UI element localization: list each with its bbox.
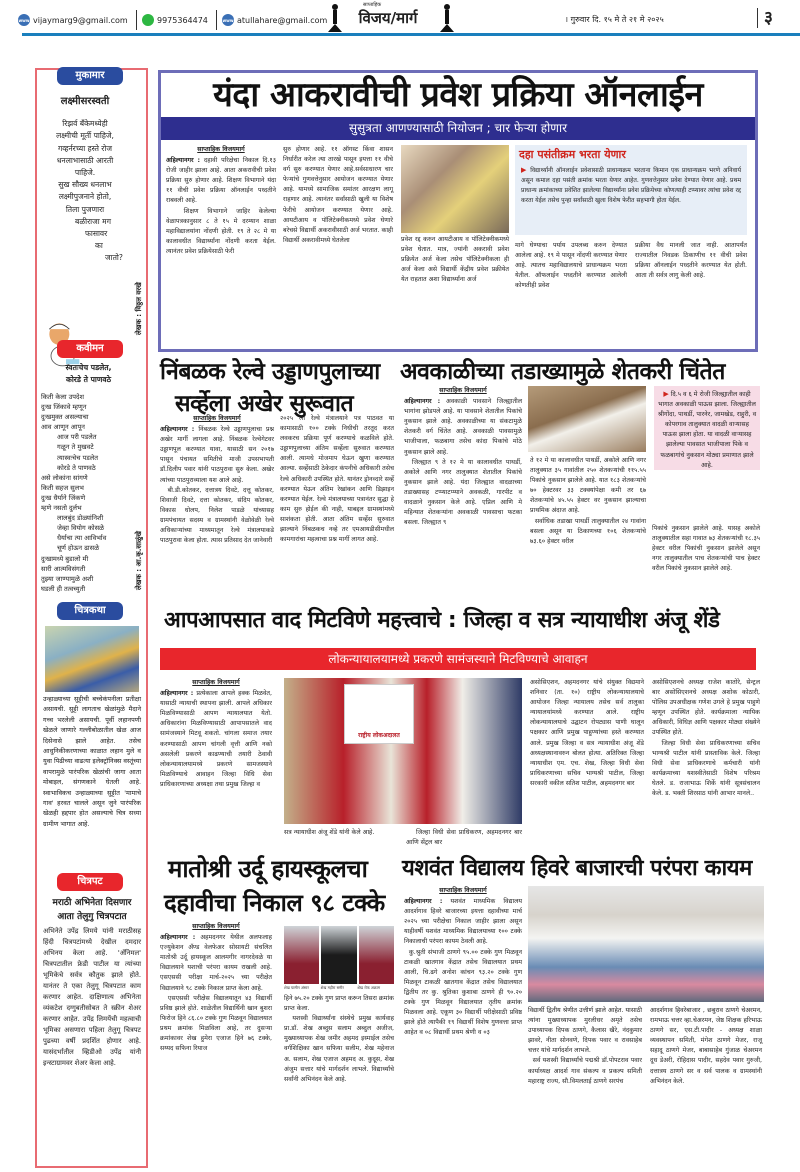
- poem2-title: [41, 362, 136, 386]
- box-text: विद्यार्थ्यांनी ऑनलाईन प्रवेशासाठी प्राधान्यक्रम भरताना किमान एक प्राधान्यक्रम भरणे अनिवार्य असून कमाल दहा पसंती क्रमांक भरता येणार आहेत. गुणवत्तेनुसार प्रवेश देण्यात येणार आहे. प्रथम प्राधान्य क्रमांकाच्या प्रवेशित झालेल्या विद्यार्थ्यांना प्रवेश प्रक्रियेच्या कोणत्याही टप्प्यावर त्यांचा प्रवेश रद्द करता येईल तसेच पुन्हा सर्वांसाठी खुला विशेष फेरीत सहभागी होता येईल.: [521, 167, 742, 204]
- article-text: जिल्हा विधी सेवा प्राधिकरण, अहमदनगर बार आणि सेंट्रल बार: [406, 829, 522, 847]
- poem-line: पाहिजे.: [74, 168, 96, 178]
- headline: यंदा आकरावीची प्रवेश प्रक्रिया ऑनलाईन: [213, 75, 703, 115]
- article-text: हिने ७५.२० टक्के गुण प्राप्त करून तिसरा क्रमांक प्राप्त केला.: [284, 995, 394, 1013]
- article-text: असोसिएशनचे अध्यक्ष राजेश कातोरे, सेन्ट्रल बार असोसिएशनचे अध्यक्ष अशोक कोठारी, पोलिस उपअधीक्षक गणेश उगले हे प्रमुख पाहुणे म्हणून उपस्थित होते. कार्यक्रमाला न्यायिक अधिकारी, विधिज्ञ आणि पक्षकार मोठ्या संख्येने उपस्थित होते.: [652, 679, 760, 737]
- article-text: एसएससी परीक्षेस विद्यालयातून ४३ विद्यार्थी प्रविष्ठ झाले होते. शाळेतील विद्यार्थिनी खान बुशरा फिरोज हिने ८६.८० टक्के गुण मिळवून विद्यालयात प्रथम क्रमांक मिळविला आहे, तर दुसऱ्या क्रमांकावर शेख हुमेरा एजाज हिने ७६ टक्के, सय्यद सफिना रियाज: [160, 994, 272, 1053]
- dateline: अहिल्यानगर :: [404, 898, 443, 906]
- article-text: शिक्षण विभागाने जाहिर केलेल्या वेळापत्रकानुसार ८ ते १५ मे दरम्यान शाळा महाविद्यालयांना नोंदणी होती. १९ ते २८ मे या कालावधीत विद्यार्थ्यांना नोंदणी करता येईल. त्यानंतर प्रवेश प्रक्रियेसाठी फेरी: [166, 207, 276, 255]
- byline: साप्ताहिक विजयमार्ग: [192, 923, 240, 930]
- byline: साप्ताहिक विजयमार्ग: [193, 415, 241, 422]
- poem2-body: [41, 392, 129, 594]
- email-contact: [18, 14, 128, 26]
- section-label-mukamar: मुकामार: [57, 67, 123, 85]
- student-photo: [284, 926, 319, 984]
- dateline: अहिल्यानगर :: [404, 398, 441, 406]
- article-text: सुरु होणार आहे. ११ ऑगस्ट किंवा शासन निर्धारीत करेल त्या तारखे पासून इयत्ता ११ वीचे वर्ग सुरु करण्यात येणार आहे.सर्वसाधारण चार फेऱ्यांचे गुणवत्तेनुसार आयोजन करण्यात येणार आहे. यामध्ये सामाजिक समांतर आरक्षण लागू राहणार आहे. त्यानंतर सर्वांसाठी खुली या विशेष फेरीचे आयोजन करण्यात येणार आहे. आयटीआय व पॉलिटेक्नीकमध्ये प्रवेश घेणारे बरेचसे विद्यार्थी अकरावीसाठी अर्ज भरतात. काही विद्यार्थी अकरावीमध्ये घेतलेला: [283, 146, 393, 244]
- masthead: [0, 0, 800, 64]
- poem-line: आज परी पडलेत: [57, 433, 97, 442]
- poem-line: लक्ष्मीची मूर्ती पाहिजे,: [56, 131, 114, 141]
- poem-line: असे लोकांना सांगणे: [41, 473, 88, 482]
- film-title: [39, 896, 145, 924]
- whatsapp-icon: [142, 14, 154, 26]
- subheadline: लोकन्यायालयामध्ये प्रकरणे सामंजस्याने मिटविण्याचे आवाहन: [160, 648, 756, 670]
- film-title-line: आता तेलुगु चित्रपटात: [57, 912, 127, 922]
- section-label-chitrapat: चित्रपट: [57, 873, 123, 891]
- article-text: विद्यार्थी द्वितीय श्रेणीत उत्तीर्ण झाले आहेत. यासाठी त्यांना मुख्याध्यापक मुरलीधर अमृते तसेच उपाध्यापक दिपक ठाणगे, कैलास खैरे, नंदकुमार झावरे, नीता सोनवणे, दिपक पवार व रावसाहेब चत्तर यांचे मार्गदर्शन लाभले.: [528, 1007, 642, 1055]
- byline: साप्ताहिक विजयमार्ग: [192, 679, 240, 686]
- poem-line: घडली ही तत्वच्युती: [41, 584, 86, 593]
- climber-icon: [328, 4, 342, 32]
- triangle-bullet-icon: ▶: [521, 166, 528, 174]
- phone-contact: [142, 14, 208, 26]
- poem-line: किती सहज सुलभ: [41, 483, 84, 492]
- poem-line: का: [95, 241, 103, 251]
- article-text: सर्व यशस्वी विद्यार्थ्यांचे पद्मश्री डॉ.पोपटराव पवार कार्याध्यक्ष आदर्श गाव संकल्प व प्रकल्प समिती महाराष्ट्र राज्य, सौ.विमलताई ठाणगे सरपंच: [528, 1057, 642, 1085]
- poem-line: तिला पुजणारा: [65, 204, 105, 214]
- poem-line: गव्हर्नरच्या हस्ते रोज: [57, 143, 113, 153]
- dateline: अहिल्यानगर :: [160, 690, 194, 698]
- poem-author: लेखक : विठ्ठल वरखे: [135, 282, 143, 335]
- poem-line: दुःखामध्ये बुडालो मी: [41, 554, 89, 563]
- article-text: मागे घेण्याचा पर्याय उपलब्ध करुन देण्यात आलेला आहे. १९ मे पासून नोंदणी करण्यात येणार आहे. त्यातच महाविद्यालयाचे प्राधान्यक्रम भरता येतील. ऑफलाईन पध्दतीने करण्यात आलेली कोणतीही प्रवेश: [515, 242, 628, 290]
- poem-line: किती केला उपदेश: [41, 393, 85, 401]
- poem-line: फासावर: [85, 229, 108, 239]
- article-admission: [158, 70, 758, 352]
- poem2-title-line: स्वतःचेच पडलेत,: [65, 363, 112, 372]
- article-text: सत्र न्यायाधीश अंजू शेंडे यांनी केले आहे.: [284, 829, 375, 836]
- headline: यशवंत विद्यालय हिवरे बाजारची परंपरा कायम: [402, 856, 752, 881]
- poem2-author: लेखक : आ.कृ.साळुंखे: [135, 531, 143, 590]
- photo-caption: शेख रोफ अक्राम: [357, 985, 380, 990]
- headline: दहावीचा निकाल ९८ टक्के: [164, 889, 385, 917]
- student-photo: [321, 926, 356, 984]
- poem-line: जेव्हा वियोग कोसळे: [57, 524, 105, 533]
- byline: साप्ताहिक विजयमार्ग: [439, 387, 487, 394]
- poem-line: त्यास्वःचेच पडलेत: [57, 453, 98, 462]
- globe-icon: www: [18, 14, 30, 26]
- logo-title: विजय/मार्ग: [358, 9, 418, 27]
- headline: अवकाळीच्या तडाख्यामुळे शेतकरी चिंतेत: [400, 359, 725, 385]
- article-text: असोसिएशन, अहमदनगर यांचे संयुक्त विद्यमाने शनिवार (ता. १०) राष्ट्रीय लोकन्यायालयाचे आयोजन जिल्हा न्यायालय तसेच सर्व तालुका न्यायालयांमध्ये करण्यात आले. राष्ट्रीय लोकन्यायालयाचे उद्घाटन रोपट्यास पाणी घालून पक्षकार आणि प्रमुख पाहुण्यांच्या हस्ते करण्यात आले. प्रमुख जिल्हा व सत्र न्यायाधीश अंजू शेंडे अध्यक्षस्थानावरुन बोलत होत्या. अतिरिक्त जिल्हा न्यायाधीश एम. एच. शेख, जिल्हा विधी सेवा प्राधिकरणाच्या सचिव भाग्यश्री पाटील, जिल्हा सरकारी वकील सतिश पाटील, अहमदनगर बार: [530, 679, 644, 787]
- film-title-line: मराठी अभिनेता दिसणार: [52, 898, 132, 908]
- lok-adalat-event-photo: [284, 678, 522, 824]
- headline: आपआपसात वाद मिटविणे महत्त्वाचे : जिल्हा व सत्र न्यायाधीश अंजू शेंडे: [164, 608, 720, 633]
- poem-title: लक्ष्मीसरस्वती: [60, 96, 110, 107]
- article-text: ते १२ मे या कालावधीत पाथर्डी, अकोले आणि नगर तालुक्यात ३५ गावांतील २५० शेतकर्‍यांची ११५.५५ पिकांचे नुकसान झालेले आहे. यात १८३ शेतकर्‍यांचे ७० हेक्टरवर ३३ टक्क्यांपेक्षा कमी तर ६७ शेतकर्‍यांचे ४५.५५ हेक्टर वर नुकसान झाल्याचा प्राथमिक अंदाज आहे.: [530, 457, 646, 515]
- article-text: आदर्शगाव हिवरेबाजार , छबुराव ठाणगे चेअरमन, रामभाऊ चत्तर व्हा.चेअरमन, जेष्ठ शिक्षक हरिभाऊ ठाणगे सर, एस.टी.पादीर - अध्यक्ष शाळा व्यवस्थापन समिती, मंगेश ठाणगे मेजर, राजू सहादू ठाणगे मेजर, बाबासाहेब गुंजाळ चेअरमन दूध डेअरी, रोहिदास पादीर, सहदेव पवार गुरुजी, दत्तात्रय ठाणगे सर व सर्व पालक व ग्रामस्थांनी अभिनंदन केले.: [650, 1007, 762, 1085]
- article-text: प्रत्येकाला आपले हक्क मिळवेत, यासाठी न्यायाची स्थापना झाली. आपले अधिकार मिळविण्यासाठी आपण न्यायालयात येतो. अधिकारांना मिळविण्यासाठी आपापसातले वाद सामंजस्याने मिटवू शकतो. चांगला समाज तयार करण्यासाठी आपण चांगली वृत्ती आणि नको असलेली प्रकरणे काढण्याची तयारी ठेवावी लोकन्यायालयामध्ये प्रकरणे सामजस्याने मिळविण्याचे आवाहन जिल्हा विधि सेवा प्राधिकारणाच्या अध्यक्षा तथा प्रमुख जिल्हा व: [160, 690, 272, 788]
- children-playing-photo: [45, 626, 139, 692]
- poem-body: [41, 118, 129, 264]
- preferences-box: [515, 145, 747, 235]
- page-number: ३: [757, 8, 773, 28]
- dateline: अहिल्यानगर :: [160, 426, 195, 434]
- headline: सर्व्हेला अखेर सुरूवात: [175, 391, 354, 417]
- poem-line: लालबुंद डोळ्यांनिशी: [57, 514, 104, 523]
- poem-line: धैर्याचा त्या आविर्भाव: [57, 534, 107, 543]
- poem-line: तुझ्या जाण्यामुळे अशी: [41, 574, 94, 583]
- article-text: अवकाळी पावसाने जिल्ह्यातील भागांना झोडपले आहे. या पावसाने शेतातील पिकांचे नुकसान झाले आहे. अवकाळीच्या या संकटामुळे शेतकरी वर्ग चिंतेत आहे. अवकाळी पावसामुळे भाजीपाला, फळबागा तसेच कांदा पिकांचे मोठे नुकसान झाले आहे.: [404, 398, 522, 456]
- poem-line: कोरडे ते पाणवठे: [57, 463, 96, 472]
- article-text: निंबळक रेल्वे उड्डाणपुलाचा प्रश्न अखेर मार्गी लागला आहे. निंबळक रेल्वेगेटवर उड्डाणपूल करण्यात यावा, यासाठी सन २०१७ पासून पंचायत समितीचे माजी उपसभापती डॉ.दिलीप पवार यांनी पाठपुरावा सुरु केला. अखेर त्यांच्या पाठपुराव्याला यश आले आहे.: [160, 426, 274, 484]
- section-label-chitrakatha: चित्रकथा: [57, 602, 123, 620]
- header-rule: [22, 33, 800, 36]
- poem-line: बळीराजा मग: [75, 216, 111, 226]
- article-text: पिकांचे नुकसान झालेले आहे. यासह अकोले तालुक्यातील सहा गावात ७३ शेतकर्‍यांची १८.३५ हेक्टर वरील पिकांची नुकसान झालेले असून नगर तालुक्यातील पाच शेतकर्‍यांची पाच हेक्टर वरील पिकांचे नुकसान झालेले आहे.: [652, 525, 760, 573]
- divider: [216, 10, 217, 30]
- byline: साप्ताहिक विजयमार्ग: [197, 146, 245, 153]
- left-sidebar: [35, 68, 148, 1168]
- email-text: vijaymarg9@gmail.com: [33, 15, 128, 25]
- article-text: बी.डी.कोतकर, दत्तात्रय दिवटे, दत्तू कोतकर, शिवाजी दिवटे, दत्ता कोतकर, संदिप कोतकर, विकास धोलप, निलेश पाडळे यांच्यासह ग्रामपंचायत सदस्य व ग्रामस्थांनी वेळोवेळी रेल्वे अधिकार्‍यांच्या माध्यमातून रेल्वे मंत्रालयाकडे पाठपुरावा केला होता. त्यास प्रतिसाद देत जानेवारी: [160, 486, 274, 545]
- student-photo: [359, 926, 394, 984]
- climber-icon: [440, 4, 454, 32]
- weather-note-box: [654, 386, 760, 470]
- section-label-kavimann: कवीमन: [57, 340, 123, 358]
- email-contact-2: [222, 14, 327, 26]
- photo-caption: शेख महीरा समीर: [320, 985, 344, 990]
- subheadline: सुसुत्रता आणण्यासाठी नियोजन ; चार फेऱ्या होणार: [161, 117, 755, 140]
- email-text: atullahare@gmail.com: [237, 15, 328, 25]
- poem-lakshmisaraswati: [41, 96, 129, 265]
- article-text: जिल्हा विधी सेवा प्राधिकरणाच्या सचिव भाग्यश्री पाटील यांनी प्रास्ताविक केले. जिल्हा विधी सेवा प्राधिकरणाचे कर्मचारी यांनी कार्यक्रमाच्या यशस्वीतेसाठी विशेष परिश्रम घेतले. ड. राजाभाऊ शिर्के यांनी सूत्रसंचालन केले. ड. भक्ती शिरसाठ यांनी आभार मानले..: [652, 739, 760, 798]
- article-text: यशवंत माध्यमिक विद्यालय आदर्शगाव हिवरे बाजारच्या इयत्ता दहावीच्या मार्च २०२५ च्या परीक्षेचा निकाल जाहीर झाला असून याहीवर्षी यशवंत माध्यमिक विद्यालयाच्या १०० टक्के निकालाची परंपरा कायम ठेवली आहे.: [404, 898, 522, 946]
- box-text: दि.५ व ६ मे रोजी जिल्ह्यातील काही भागात अवकाळी पाऊस झाला. जिल्ह्यातील श्रीगोंदा, पाथर्डी, पारनेर, जामखेड, राहुरी, व कोपरगाव तालुक्यात वादळी वाऱ्यासह पाऊस झाला होता. या वादळी वाऱ्यासह झालेल्या पावसात भाजीपाला पिके व फळबागांचे नुकसान मोठ्या प्रमाणात झाले आहे.: [657, 391, 757, 469]
- photo-caption: शेख यासीन अंसार: [284, 985, 309, 990]
- poem-line: जातो?: [105, 253, 123, 263]
- poem-line: दुःख जिंकावे म्हणून: [41, 403, 87, 412]
- article-text: जिल्ह्यात ९ ते १२ मे या कालावधीत पाथर्डी, अकोले आणि नगर तालुक्यात शेतातील पिकांचे नुकसान झाले आहे. यंदा जिल्ह्यात वादळाच्या तडाख्यासह टप्प्याटप्प्याने अवकळी, गारपीट व वादळाने नुकसान केले आहे. एप्रिल आणि मे महिन्यात शेतकर्‍यांना अवकाळी पावसाचा फटका बसला. जिल्ह्यात ९: [404, 458, 522, 527]
- phone-text: 9975364474: [157, 15, 208, 25]
- poem-line: सारी आत्मविसंगती: [41, 564, 86, 573]
- poem-line: गळून ते मुखवटे: [57, 443, 94, 452]
- globe-icon: www: [222, 14, 234, 26]
- divider: [136, 10, 137, 30]
- headline: निंबळक रेल्वे उड्डाणपुलाच्या: [160, 359, 380, 385]
- chitrakatha-text: उन्हाळ्याच्या सुट्टीची बच्चेकंपनीला प्रतीक्षा असायची. सुट्टी लागताच खेळांमुळे मैदाने गच्च भरलेली असायची. पूर्वी लहानपणी खेळले जाणारे गल्लीबोळातील खेळ आज दिसेनासे झाले आहेत. तसेच आधुनिकीकरणाच्या काळात लहान मुले व युवा पिढीच्या वाढत्या इलेक्ट्रॉनिक्स वस्तूंच्या वापरामुळे पारंपरिक खेळांची जागा आता मोबाइल, संगणकाने घेतली आहे. स्वाभाविकच उन्हाळ्याच्या सुट्टीत 'मामाचे गाव' हरवत चालले असून जुने पारंपरिक खेळही हद्दपार होत असल्याचे चित्र सध्या ग्रामीण भागात आहे.: [43, 695, 141, 828]
- article-text: प्रक्रीया वैध मानली जात नाही. आतापर्यंत राज्यातील निवडक ठिकाणीच ११ वीची प्रवेश प्रक्रिया ऑनलाईन पध्दतीने करण्यात येत होती. आता ती सर्वत्र लागु केली आहे.: [635, 242, 747, 280]
- article-text: प्रवेश रद्द करुन आयटीआय व पॉलिटेक्नीकमध्ये प्रवेश घेतात. मात्र, ज्यांनी अकरावी प्रवेश प्रक्रियेत अर्ज केला तसेच पॉलिटेक्नीकला ही अर्ज केला असे विद्यार्थी केंद्रीय प्रवेश प्रक्रीयेत येत राहतात अशा विद्यार्थ्यांना अर्ज: [401, 236, 509, 284]
- article-text: दहावी परिक्षेचा निकाल दि.१३ रोजी जाहीर झाला आहे. आता अकरावीची प्रवेश प्रक्रिया सुरु होणार आहे. शिक्षण विभागाने यंदा ११ वीची प्रवेश प्रक्रिया ऑनलाईन पध्दतीने राबवली आहे.: [166, 157, 276, 205]
- dateline: अहिल्यानगर :: [166, 157, 201, 165]
- article-text: अहमदनगर येथील अलफलाह एज्युकेशन ॲण्ड वेलफेअर सोसायटी संचलित मातोश्री उर्दू हायस्कूल आलमगीर नागरदेवळे या विद्यालयाने यशाची परंपरा कायम राखली आहे. एसएससी परीक्षा मार्च-२०२५ च्या परीक्षेत विद्यालयाने ९८ टक्के निकाल प्राप्त केला आहे.: [160, 934, 272, 992]
- newspaper-logo: [345, 2, 431, 32]
- triangle-bullet-icon: ▶: [663, 390, 669, 398]
- logo-subtitle: साप्ताहिक: [363, 2, 382, 8]
- students-photo: [401, 145, 509, 233]
- poem-line: दुःख धैर्याने जिंकणे: [41, 493, 86, 502]
- poem-line: धनलाभासाठी आरती: [56, 155, 114, 165]
- farmer-photo: [528, 386, 646, 452]
- poem-line: रिझर्व बँकेमध्येही: [62, 119, 108, 129]
- article-text: सर्वाधिक तडाखा पाथर्डी तालुक्यातील २४ गावांना बसला असून या ठिकाणच्या १०६ शेतकर्‍यांचे ७३.६० हेक्टर वरील: [530, 517, 646, 545]
- byline: साप्ताहिक विजयमार्ग: [439, 887, 487, 894]
- poem-line: दुःखमुक्त असल्याचा: [41, 413, 89, 422]
- headline: मातोश्री उर्दू हायस्कूलचा: [168, 855, 368, 883]
- box-title: दहा पसंतीक्रम भरता येणार: [519, 148, 626, 161]
- poem-line: चूर्ण होऊन ढासळे: [57, 544, 100, 553]
- photo-captions: [284, 985, 394, 991]
- issue-date: । गुरुवार दि. १५ मे ते २१ मे २०२५: [565, 15, 664, 24]
- article-text: २०२५ ला रेल्वे मंत्रालयाने पत्र पाठवत या कामासाठी १०० टक्के निधीची तरतूद करत लवकरच प्रक्रिया पूर्ण करण्याचे कळविले होते. उड्डाणपुलाच्या अंतिम सर्व्हेला सुरुवात करण्यात आली. त्यामधे मोजमाप घेऊन खुणा करण्यात आल्या. सर्व्हेसाठी ठेकेदार कंपनीचे अधिकारी तसेच रेल्वे अधिकारी उपस्थित होते. यानंतर ड्रोनव्दारे सर्व्हे करण्यात येऊन अंतिम रेखांकन आणि डिझाइन करण्यात येईल. रेल्वे मंत्रालयाच्या पत्रानंतर सुद्धा हे काम सुरु होईल की नाही, याबद्दल ग्रामस्थांमध्ये साशंकता होती. आता अंतिम सर्व्हेस सुरुवात झाल्याने निंबळकच नव्हे तर एमआयडीसीमधील कामगारांचा महत्वाचा प्रश्न मार्गी लागत आहे.: [280, 415, 394, 544]
- poem-line: म्हणे नसतो दुर्लभ: [41, 504, 82, 513]
- poem-line: लक्ष्मीपुजनाने होतो,: [58, 192, 112, 202]
- school-group-photo: [528, 886, 764, 1002]
- student-photos: [284, 926, 394, 984]
- film-article-text: अभिनेते उपेंद्र लिमये यांनी मराठीसह हिंदी चित्रपटांमध्ये देखील दमदार अभिनय केला आहे. 'अ‍ॅनिमल' चित्रपटातील फ्रेडी पाटील या त्यांच्या भूमिकेचे सर्वत्र कौतुक झाले होते. यानंतर ते एका तेलुगू चित्रपटात काम करणार आहेत. दाक्षिणात्य अभिनेता व्यंकटेश दग्गुबतीसोबत ते स्क्रीन शेअर करणार आहेत. उपेंद्र लिमयेंची महत्वाची भूमिका असणारा पहिला तेलुगू चित्रपट पुढच्या वर्षी प्रदर्शित होणार आहे. यासंदर्भातील व्हिडीओ उपेंद्र यांनी इन्स्टाग्रामवर शेअर केला आहे.: [43, 927, 141, 1067]
- dateline: अहिल्यानगर :: [160, 934, 196, 942]
- article-text: कु.श्रुती संभाजी ठाणगे ९५.०० टक्के गुण मिळवून टाकळी खातगाव केंद्रात तसेच विद्यालयात प्रथम आली, चि.ढगे अनोश कांचन ९३.२० टक्के गुण मिळवून टाकळी खातगाव केंद्रात तसेच विद्यालयात द्वितीय तर कु. श्रुतिका कुशाबा ठाणगे ही ९०.२० टक्के गुण मिळवून विद्यालयात तृतीय क्रमांक मिळवला आहे. एकूण ३० विद्यार्थी परीक्षेसाठी प्रविष्ठ झाले होते त्यापैकी १९ विद्यार्थी विशेष गुणवत्ता प्राप्त आहेत व ०८ विद्यार्थी प्रथम श्रेणी व ०३: [404, 948, 522, 1037]
- article-text: यशस्वी विद्यार्थ्यांना संस्थेचे प्रमुख कार्यवाह प्रा.डॉ. शेख अब्दुस सलाम अब्दुल अजीज, मुख्याध्यापक शेख जमीर अहमद इस्माईल तसेच वर्गशिक्षिका खान सफिया सलीम, शेख महेनाज अ. सलाम, शेख एजाज अहमद अ. कुदूस, शेख अंजुम सत्तार यांचे मार्गदर्शन लाभले. विद्यार्थ्यांचे सर्वांनी अभिनंदन केले आहे.: [284, 1015, 394, 1083]
- poem-line: सुख सौख्य धनलाभ: [58, 180, 112, 190]
- event-banner: राष्ट्रीय लोकअदालत: [344, 684, 414, 744]
- poem2-title-line: कोरडे ते पाणवठे: [66, 375, 111, 385]
- poem-line: आव आणून आपून: [41, 423, 85, 432]
